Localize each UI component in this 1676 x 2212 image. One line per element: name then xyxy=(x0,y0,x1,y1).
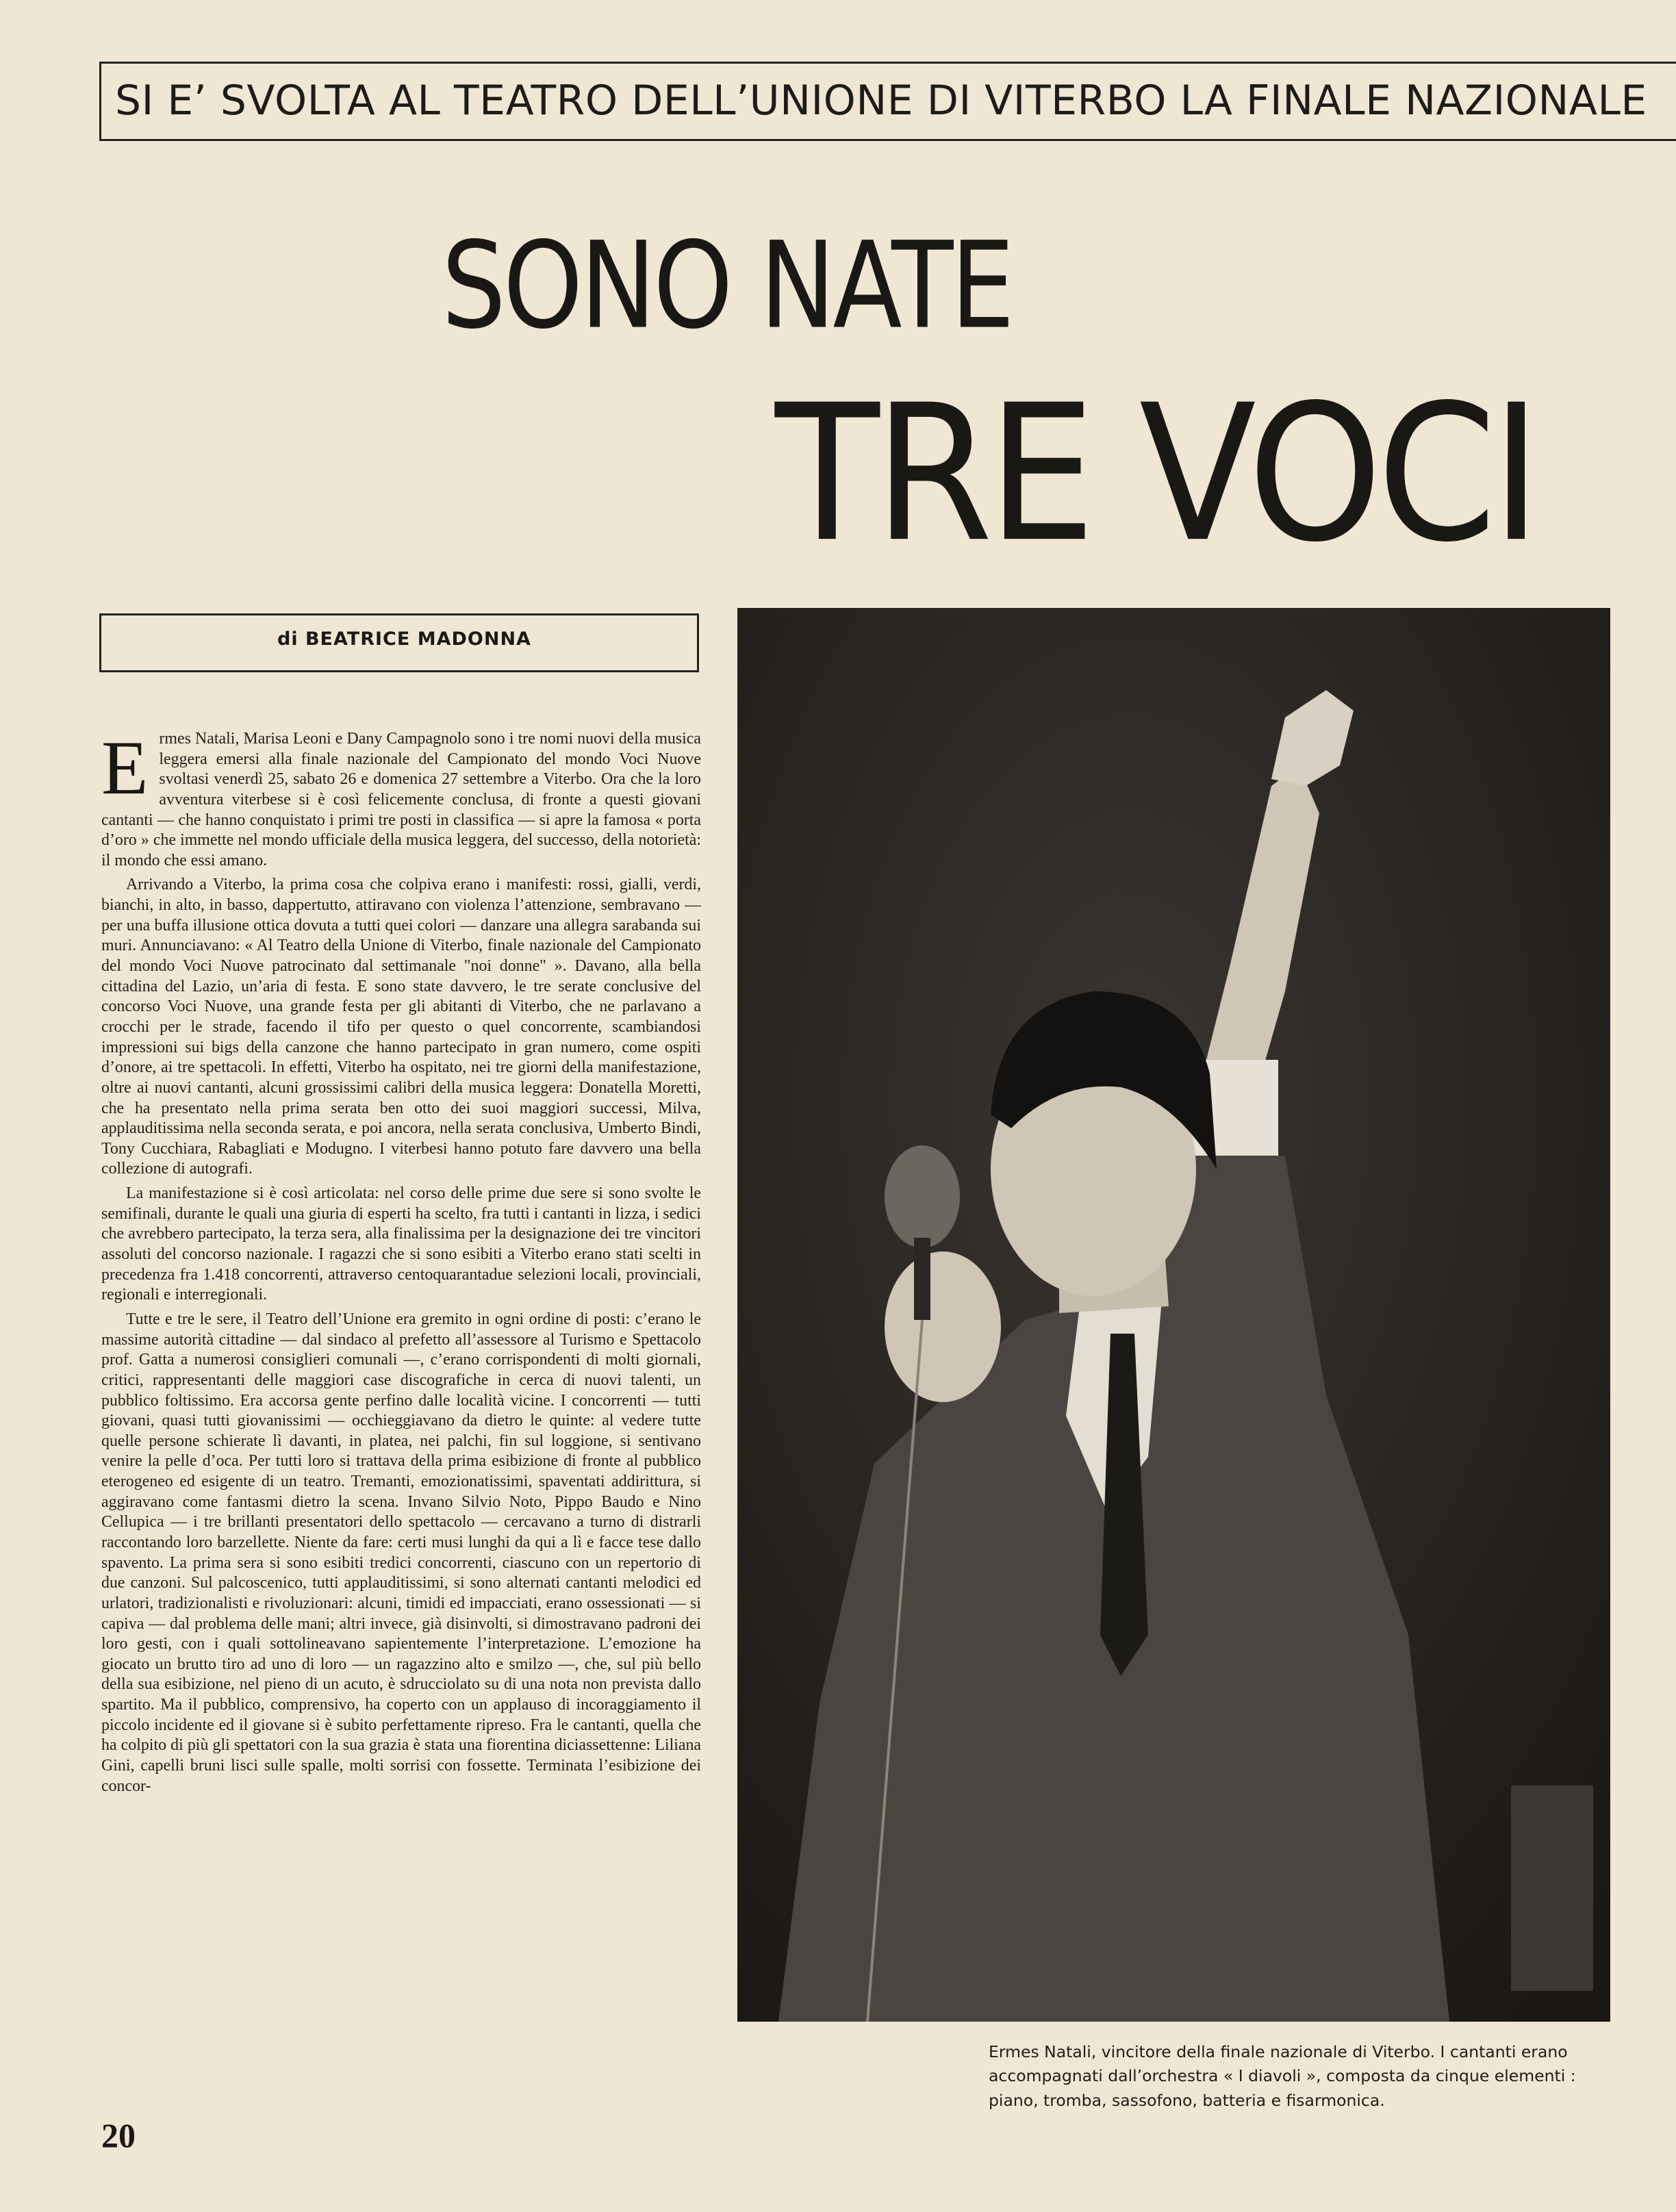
singer-photo-icon xyxy=(737,608,1610,2022)
article-paragraph: Tutte e tre le sere, il Teatro dell’Unione era gremito in ogni ordine di posti: c’erano le massime autorità cittadine — dal sindaco al prefetto all’assessore al Turismo e Spettacolo prof. Gatta a numerosi consiglieri comunali —, c’erano corrispondenti di molti giornali, critici, rappresentanti delle maggiori case discografiche in cerca di nuovi talenti, un pubblico foltissimo. Era accorsa gente perfino dalle località vicine. I concorrenti — tutti giovani, quasi tutti giovanissimi — occhieggiavano da dietro le quinte: al vedere tutte quelle persone schierate lì davanti, in platea, nei palchi, fin sul loggione, si sentivano venire la pelle d’oca. Per tutti loro si trattava della prima esibizione di fronte al pubblico eterogeneo ed esigente di un teatro. Tremanti, emozionatissimi, spaventati addirittura, si aggiravano come fantasmi dietro la scena. Invano Silvio Noto, Pippo Baudo e Nino Cellupica — i tre brillanti presentatori dello spettacolo — cercavano a turno di distrarli raccontando loro barzellette. Niente da fare: certi musi lunghi da qui a lì e facce tese dallo spavento. La prima sera si sono esibiti tredici concorrenti, ciascuno con un repertorio di due canzoni. Sul palcoscenico, tutti applauditissimi, si sono alternati cantanti melodici ed urlatori, tradizionalisti e rivoluzionari: alcuni, timidi ed impacciati, erano ossessionati — si capiva — dal problema delle mani; altri invece, già disinvolti, si dimostravano padroni dei loro gesti, con i quali sottolineavano sapientemente l’interpretazione. L’emozione ha giocato un brutto tiro ad uno di loro — un ragazzino alto e smilzo —, che, sul più bello della sua esibizione, nel pieno di un acuto, è sdrucciolato su di una nota non prevista dallo spartito. Ma il pubblico, comprensivo, ha coperto con un applauso di incoraggiamento il piccolo incidente ed il giovane si è subito perfettamente ripreso. Fra le cantanti, quella che ha colpito di più gli spettatori con la sua grazia è stata una fiorentina diciassettenne: Liliana Gini, capelli bruni lisci sulle spalle, molti sorrisi con fossette. Terminata l’esibizione dei concor- xyxy=(101,1310,701,1795)
headline-line-2: TRE VOCI xyxy=(775,364,1536,583)
kicker-headline: SI E’ SVOLTA AL TEATRO DELL’UNIONE DI VITERBO LA FINALE NAZIONALE xyxy=(115,77,1647,125)
article-paragraph: La manifestazione si è così articolata: nel corso delle prime due sere si sono svolte le semifinali, durante le quali una giuria di esperti ha scelto, fra tutti i cantanti in lizza, i sedici che avrebbero partecipato, la terza sera, alla finalissima per la designazione dei tre vincitori assoluti del concorso nazionale. I ragazzi che si sono esibiti a Viterbo erano stati scelti in precedenza fra 1.418 concorrenti, attraverso centoquarantadue selezioni locali, provinciali, regionali e interregionali. xyxy=(101,1184,701,1304)
page-number: 20 xyxy=(101,2116,136,2154)
photo-caption: Ermes Natali, vincitore della finale nazionale di Viterbo. I cantanti erano accompagnati dall’orchestra « I diavoli », composta da cinque elementi : piano, tromba, sassofono, batteria e fisarmonica. xyxy=(989,2042,1576,2110)
article-paragraph xyxy=(101,729,701,871)
byline: di BEATRICE MADONNA xyxy=(277,628,531,650)
article-body xyxy=(101,729,701,2102)
article-paragraph-text: rmes Natali, Marisa Leoni e Dany Campagnolo sono i tre nomi nuovi della musica leggera emersi alla finale nazionale del Campionato del mondo Voci Nuove svoltasi venerdì 25, sabato 26 e domenica 27 settembre a Viterbo. Ora che la loro avventura viterbese si è così felicemente conclusa, di fronte a questi giovani cantanti — che hanno conquistato i primi tre posti in classifica — si apre la famosa « porta d’oro » che immette nel mondo ufficiale della musica leggera, del successo, della notorietà: il mondo che essi amano. xyxy=(101,730,701,869)
headline-line-1: SONO NATE xyxy=(442,216,1013,355)
singer-photo xyxy=(737,608,1610,2022)
drop-cap: E xyxy=(101,729,149,811)
article-paragraph: Arrivando a Viterbo, la prima cosa che colpiva erano i manifesti: rossi, gialli, verdi, bianchi, in alto, in basso, dappertutto, attiravano con violenza l’attenzione, sembravano — per una buffa illusione ottica dovuta a tutti quei colori — danzare una allegra sarabanda sui muri. Annunciavano: « Al Teatro della Unione di Viterbo, finale nazionale del Campionato del mondo Voci Nuove patrocinato dal settimanale "noi donne" ». Davano, alla bella cittadina del Lazio, un’aria di festa. E sono state davvero, le tre serate conclusive del concorso Voci Nuove, una grande festa per gli abitanti di Viterbo, che ne parlavano a crocchi per le strade, facendo il tifo per questo o quel concorrente, scambiandosi impressioni sui bigs della canzone che hanno partecipato in gran numero, come ospiti d’onore, ai tre spettacoli. In effetti, Viterbo ha ospitato, nei tre giorni della manifestazione, oltre ai nuovi cantanti, alcuni grossissimi calibri della musica leggera: Donatella Moretti, che ha presentato nella prima serata ben otto dei suoi maggiori successi, Milva, applauditissima nella seconda serata, e poi ancora, nella serata conclusiva, Umberto Bindi, Tony Cucchiara, Rabagliati e Modugno. I viterbesi hanno potuto fare davvero una bella collezione di autografi. xyxy=(101,876,701,1178)
